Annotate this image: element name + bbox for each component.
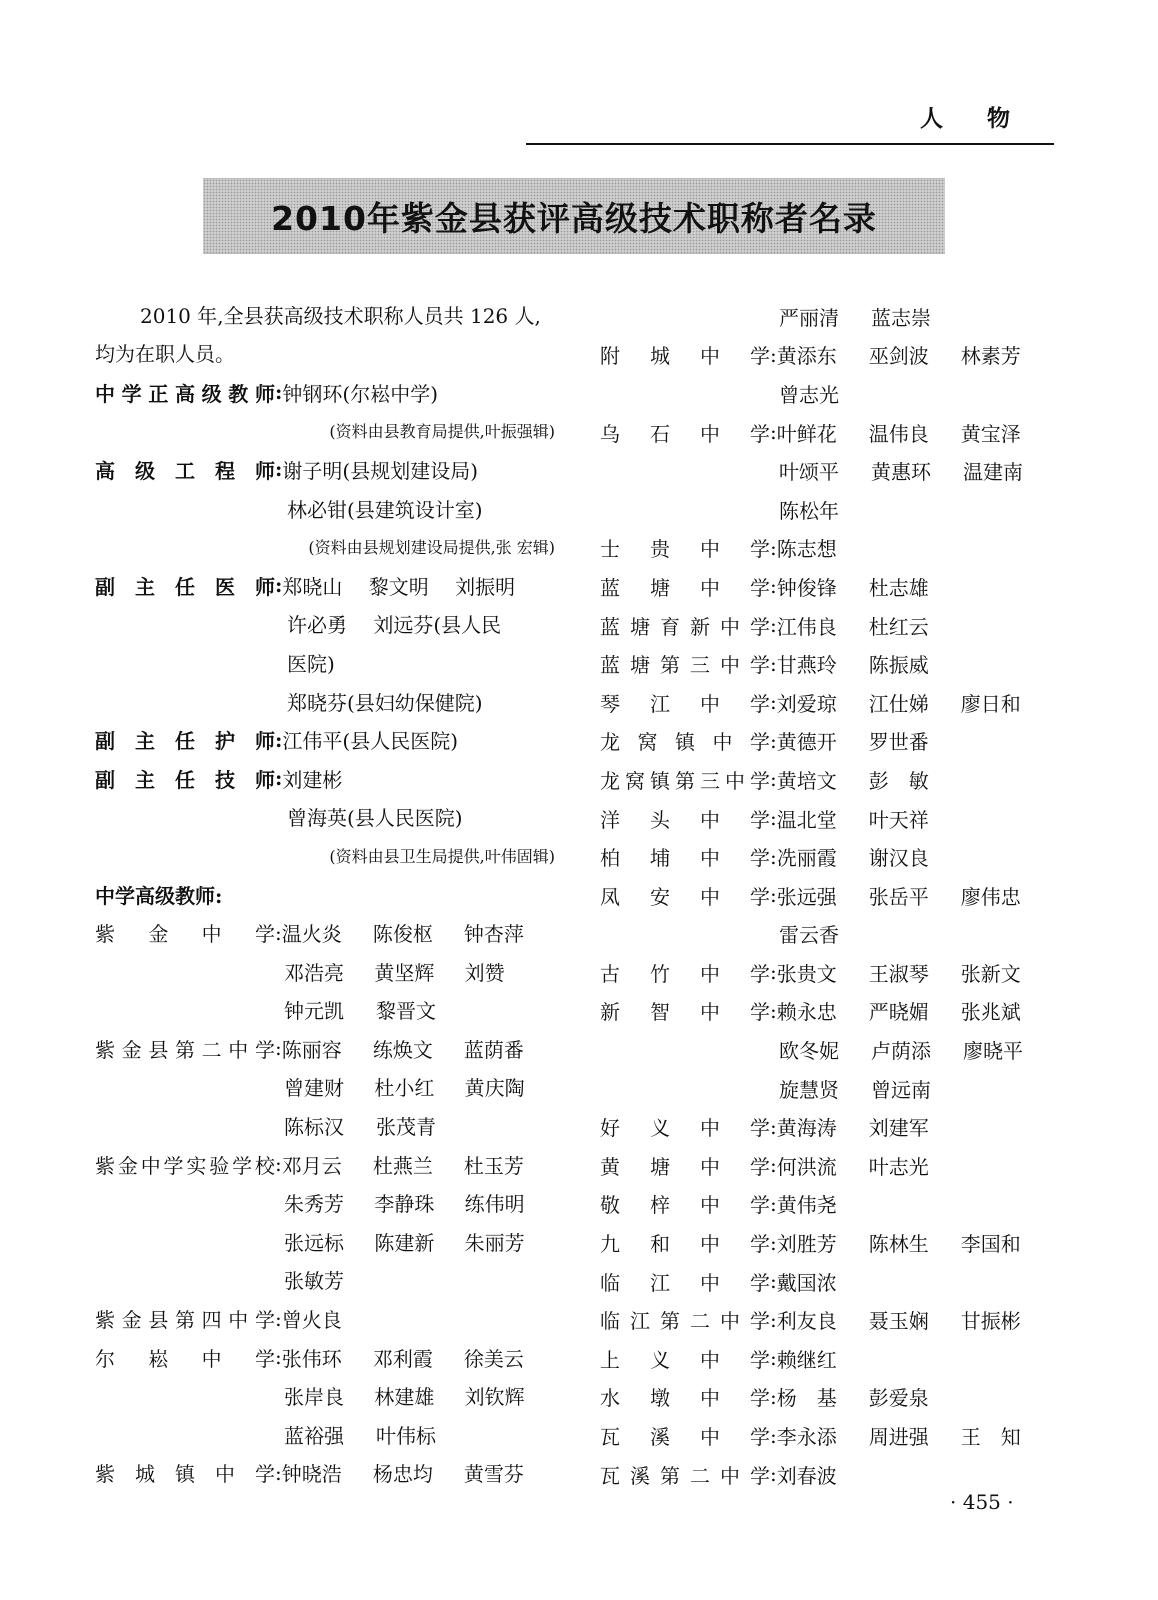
person-name: 雷云香 <box>779 923 839 948</box>
entry-value: 医院) <box>287 651 335 676</box>
person-name: 杨 基 <box>776 1386 837 1411</box>
source-note <box>95 412 555 451</box>
category-row: 高 级 工 程 师 : 谢子明(县规划建设局) <box>95 450 555 489</box>
person-name: 温建南 <box>963 460 1023 485</box>
entry-value: 郑晓山 黎文明 刘振明 <box>282 574 516 599</box>
entry-continuation <box>95 798 555 837</box>
school-label: 上 义 中 学 <box>600 1347 770 1372</box>
left-column <box>95 297 555 1492</box>
label-char: 高 <box>174 381 195 406</box>
school-row: 紫 金 中 学 实 验 学 校 : 邓月云 杜燕兰 杜玉芳 <box>95 1145 555 1184</box>
person-name: 杜小红 <box>374 1076 435 1101</box>
source-note-text: (资料由县规划建设局提供,张 宏辑) <box>308 538 555 558</box>
person-name: 林素芳 <box>960 344 1021 369</box>
person-name: 钟元凯 <box>284 999 344 1024</box>
label-char: 副 <box>95 574 115 599</box>
entry-value: 许必勇 刘远芬(县人民 <box>287 613 502 638</box>
school-label: 紫 金 中 学 实 验 学 校 <box>95 1153 275 1178</box>
school-row: 九 和 中 学 : 刘胜芳 陈林生 李国和 <box>600 1223 1070 1262</box>
label-char: 主 <box>135 729 155 754</box>
category-row: 副 主 任 医 师 : 郑晓山 黎文明 刘振明 <box>95 566 555 605</box>
school-label: 蓝 塘 育 新 中 学 <box>600 614 770 639</box>
school-label: 紫 城 镇 中 学 <box>95 1462 275 1487</box>
entry-value: 谢子明(县规划建设局) <box>282 458 478 483</box>
category-label <box>95 571 275 600</box>
entry-continuation <box>600 374 1070 413</box>
school-label: 附 城 中 学 <box>600 344 770 369</box>
entry-continuation <box>95 643 555 682</box>
person-name: 蓝志崇 <box>871 305 931 330</box>
entry-value: 林必钳(县建筑设计室) <box>287 497 483 522</box>
source-note-text: (资料由县教育局提供,叶振强辑) <box>329 422 555 442</box>
school-row: 紫 金 中 学 : 温火炎 陈俊枢 钟杏萍 <box>95 913 555 952</box>
person-name: 叶志光 <box>868 1154 929 1179</box>
category-label: 中学高级教师: <box>95 883 223 908</box>
person-name: 杜玉芳 <box>463 1153 524 1178</box>
person-name: 江仕娣 <box>868 691 929 716</box>
person-name: 刘春波 <box>776 1463 837 1488</box>
person-name: 彭爱泉 <box>868 1386 929 1411</box>
school-row: 紫 金 县 第 四 中 学 : 曾火良 <box>95 1299 555 1338</box>
school-label: 古 竹 中 学 <box>600 961 770 986</box>
source-note <box>95 527 555 566</box>
label-char: 师 <box>255 729 275 754</box>
entry-continuation <box>600 915 1070 954</box>
person-name: 甘燕玲 <box>776 653 837 678</box>
person-name: 刘胜芳 <box>776 1232 837 1257</box>
entry-continuation <box>600 451 1070 490</box>
label-char: 任 <box>175 767 195 792</box>
person-name: 钟晓浩 <box>281 1462 342 1487</box>
person-name: 陈志想 <box>776 537 837 562</box>
person-name: 蓝荫番 <box>463 1037 524 1062</box>
entry-continuation <box>95 1068 555 1107</box>
person-name: 旋慧贤 <box>779 1077 839 1102</box>
entry-continuation <box>95 1376 555 1415</box>
label-char: 副 <box>95 767 115 792</box>
title-banner <box>203 178 945 254</box>
school-row: 蓝 塘 第 三 中 学 : 甘燕玲 陈振威 <box>600 644 1070 683</box>
school-row: 新 智 中 学 : 赖永忠 严晓媚 张兆斌 <box>600 992 1070 1031</box>
school-label: 紫 金 县 第 四 中 学 <box>95 1308 275 1333</box>
label-char: 主 <box>135 574 155 599</box>
label-char: 技 <box>215 767 235 792</box>
label-char: 护 <box>215 729 235 754</box>
person-name: 练伟明 <box>464 1192 525 1217</box>
school-row: 蓝 塘 育 新 中 学 : 江伟良 杜红云 <box>600 606 1070 645</box>
person-name: 徐美云 <box>463 1346 524 1371</box>
entry-continuation <box>95 991 555 1030</box>
person-name: 黄伟尧 <box>776 1193 837 1218</box>
label-char: 正 <box>148 381 169 406</box>
label-char: 副 <box>95 729 115 754</box>
label-char: 高 <box>95 458 115 483</box>
school-label: 紫 金 县 第 二 中 学 <box>95 1037 275 1062</box>
person-name: 杨忠均 <box>372 1462 433 1487</box>
person-name: 廖日和 <box>960 691 1021 716</box>
school-label: 柏 埔 中 学 <box>600 846 770 871</box>
label-char: 程 <box>215 458 235 483</box>
person-name: 张贵文 <box>776 961 837 986</box>
school-label: 临 江 中 学 <box>600 1270 770 1295</box>
person-name: 刘钦辉 <box>464 1385 525 1410</box>
person-name: 王淑琴 <box>868 961 929 986</box>
school-row: 附 城 中 学 : 黄添东 巫剑波 林素芳 <box>600 336 1070 375</box>
person-name: 杜志雄 <box>868 575 929 600</box>
entry-continuation <box>95 1106 555 1145</box>
person-name: 叶伟标 <box>376 1423 436 1448</box>
school-row: 好 义 中 学 : 黄海涛 刘建军 <box>600 1107 1070 1146</box>
person-name: 叶鲜花 <box>776 421 837 446</box>
person-name: 张兆斌 <box>960 1000 1021 1025</box>
intro-paragraph: 2010 年,全县获高级技术职称人员共 126 人,均为在职人员。 <box>95 304 541 366</box>
school-label: 蓝 塘 中 学 <box>600 575 770 600</box>
person-name: 赖继红 <box>776 1347 837 1372</box>
label-char: 任 <box>175 729 195 754</box>
label-char: 师 <box>255 458 275 483</box>
school-row: 龙 窝 镇 中 学 : 黄德开 罗世番 <box>600 722 1070 761</box>
person-name: 陈建新 <box>374 1230 435 1255</box>
person-name: 曾火良 <box>281 1308 342 1333</box>
school-row: 敬 梓 中 学 : 黄伟尧 <box>600 1185 1070 1224</box>
person-name: 冼丽霞 <box>776 846 837 871</box>
school-row: 水 墩 中 学 : 杨 基 彭爱泉 <box>600 1378 1070 1417</box>
left-school-list <box>95 913 555 1492</box>
person-name: 巫剑波 <box>868 344 929 369</box>
label-char: 教 <box>228 381 249 406</box>
person-name: 蓝裕强 <box>284 1423 344 1448</box>
person-name: 谢汉良 <box>868 846 929 871</box>
person-name: 刘爱琼 <box>776 691 837 716</box>
person-name: 朱秀芳 <box>284 1192 344 1217</box>
category-row <box>95 875 555 914</box>
section-header <box>920 100 1010 133</box>
person-name: 曾志光 <box>779 382 839 407</box>
person-name: 陈振威 <box>868 653 929 678</box>
person-name: 张远标 <box>284 1230 344 1255</box>
person-name: 陈林生 <box>868 1232 929 1257</box>
label-char: 主 <box>135 767 155 792</box>
label-char: 中 <box>95 381 115 406</box>
entry-continuation <box>95 1261 555 1300</box>
section-header-char-1: 人 <box>920 105 943 132</box>
person-name: 张伟环 <box>281 1346 342 1371</box>
category-label <box>95 378 275 407</box>
school-label: 瓦 溪 第 二 中 学 <box>600 1463 770 1488</box>
person-name: 黄惠环 <box>871 460 931 485</box>
label-char: 师 <box>254 381 275 406</box>
person-name: 黄海涛 <box>776 1116 837 1141</box>
person-name: 刘赞 <box>464 960 505 985</box>
entry-value: 郑晓芬(县妇幼保健院) <box>287 690 483 715</box>
label-char: 任 <box>175 574 195 599</box>
person-name: 李静珠 <box>374 1192 435 1217</box>
right-column <box>600 297 1070 1493</box>
person-name: 陈标汉 <box>284 1115 344 1140</box>
person-name: 温北堂 <box>776 807 837 832</box>
label-char: 师 <box>255 767 275 792</box>
person-name: 张新文 <box>960 961 1021 986</box>
label-char: 级 <box>201 381 222 406</box>
person-name: 黄德开 <box>776 730 837 755</box>
person-name: 叶颂平 <box>779 460 839 485</box>
entry-continuation <box>600 490 1070 529</box>
school-row: 蓝 塘 中 学 : 钟俊锋 杜志雄 <box>600 567 1070 606</box>
entry-continuation <box>95 952 555 991</box>
person-name: 欧冬妮 <box>779 1039 839 1064</box>
entry-continuation <box>95 1415 555 1454</box>
person-name: 黄添东 <box>776 344 837 369</box>
label-char: 工 <box>175 458 195 483</box>
school-row: 士 贵 中 学 : 陈志想 <box>600 529 1070 568</box>
person-name: 杜燕兰 <box>372 1153 433 1178</box>
school-row: 瓦 溪 中 学 : 李永添 周进强 王 知 <box>600 1416 1070 1455</box>
school-label: 黄 塘 中 学 <box>600 1154 770 1179</box>
person-name: 黄培文 <box>776 768 837 793</box>
person-name: 邓月云 <box>281 1153 342 1178</box>
person-name: 利友良 <box>776 1309 837 1334</box>
school-label: 好 义 中 学 <box>600 1116 770 1141</box>
category-label <box>95 764 275 793</box>
school-label: 洋 头 中 学 <box>600 807 770 832</box>
person-name: 廖伟忠 <box>960 884 1021 909</box>
school-row: 临 江 中 学 : 戴国浓 <box>600 1262 1070 1301</box>
category-row: 副 主 任 护 师 : 江伟平(县人民医院) <box>95 720 555 759</box>
person-name: 张岸良 <box>284 1385 344 1410</box>
person-name: 张岳平 <box>868 884 929 909</box>
category-label <box>95 725 275 754</box>
person-name: 曾建财 <box>284 1076 344 1101</box>
label-char: 师 <box>255 574 275 599</box>
person-name: 练焕文 <box>372 1037 433 1062</box>
school-row: 紫 金 县 第 二 中 学 : 陈丽容 练焕文 蓝荫番 <box>95 1029 555 1068</box>
person-name: 王 知 <box>960 1425 1021 1450</box>
school-row: 凤 安 中 学 : 张远强 张岳平 廖伟忠 <box>600 876 1070 915</box>
person-name: 杜红云 <box>868 614 929 639</box>
school-row: 洋 头 中 学 : 温北堂 叶天祥 <box>600 799 1070 838</box>
school-row: 黄 塘 中 学 : 何洪流 叶志光 <box>600 1146 1070 1185</box>
school-label: 凤 安 中 学 <box>600 884 770 909</box>
person-name: 戴国浓 <box>776 1270 837 1295</box>
entry-continuation <box>600 1069 1070 1108</box>
entry-continuation <box>95 489 555 528</box>
entry-continuation <box>600 1030 1070 1069</box>
school-label: 琴 江 中 学 <box>600 691 770 716</box>
person-name: 陈俊枢 <box>372 922 433 947</box>
page-title: 2010年紫金县获评高级技术职称者名录 <box>271 198 877 238</box>
person-name: 曾远南 <box>871 1077 931 1102</box>
person-name: 李国和 <box>960 1232 1021 1257</box>
school-row: 紫 城 镇 中 学 : 钟晓浩 杨忠均 黄雪芬 <box>95 1454 555 1493</box>
entry-value: 钟钢环(尔崧中学) <box>282 381 438 406</box>
label-char: 级 <box>135 458 155 483</box>
entry-continuation <box>95 605 555 644</box>
person-name: 林建雄 <box>374 1385 435 1410</box>
school-label: 新 智 中 学 <box>600 1000 770 1025</box>
school-label: 龙 窝 镇 中 学 <box>600 730 770 755</box>
school-row: 龙 窝 镇 第 三 中 学 : 黄培文 彭 敏 <box>600 760 1070 799</box>
entry-value: 曾海英(县人民医院) <box>287 806 463 831</box>
school-label: 敬 梓 中 学 <box>600 1193 770 1218</box>
person-name: 陈松年 <box>779 498 839 523</box>
source-note-text: (资料由县卫生局提供,叶伟固辑) <box>329 846 555 866</box>
person-name: 邓利霞 <box>372 1346 433 1371</box>
person-name: 黄坚辉 <box>374 960 435 985</box>
school-row: 琴 江 中 学 : 刘爱琼 江仕娣 廖日和 <box>600 683 1070 722</box>
person-name: 温火炎 <box>281 922 342 947</box>
right-school-list <box>600 336 1070 1494</box>
person-name: 严丽清 <box>779 305 839 330</box>
category-label <box>95 455 275 484</box>
label-char: 医 <box>215 574 235 599</box>
school-label: 紫 金 中 学 <box>95 922 275 947</box>
school-label: 乌 石 中 学 <box>600 421 770 446</box>
person-name: 严晓媚 <box>868 1000 929 1025</box>
entry-value: 刘建彬 <box>282 767 343 792</box>
school-row: 临 江 第 二 中 学 : 利友良 聂玉娴 甘振彬 <box>600 1300 1070 1339</box>
school-row: 乌 石 中 学 : 叶鲜花 温伟良 黄宝泽 <box>600 413 1070 452</box>
person-name: 何洪流 <box>776 1154 837 1179</box>
page-number: · 455 · <box>950 1490 1014 1514</box>
person-name: 温伟良 <box>868 421 929 446</box>
entry-continuation <box>95 1222 555 1261</box>
school-label: 尔 崧 中 学 <box>95 1346 275 1371</box>
person-name: 廖晓平 <box>963 1039 1023 1064</box>
person-name: 朱丽芳 <box>464 1230 525 1255</box>
person-name: 江伟良 <box>776 614 837 639</box>
section-header-char-2: 物 <box>987 105 1010 132</box>
school-label: 蓝 塘 第 三 中 学 <box>600 653 770 678</box>
school-row: 瓦 溪 第 二 中 学 : 刘春波 <box>600 1455 1070 1494</box>
school-row: 柏 埔 中 学 : 冼丽霞 谢汉良 <box>600 837 1070 876</box>
person-name: 钟俊锋 <box>776 575 837 600</box>
person-name: 赖永忠 <box>776 1000 837 1025</box>
person-name: 黄庆陶 <box>464 1076 525 1101</box>
school-row: 上 义 中 学 : 赖继红 <box>600 1339 1070 1378</box>
school-row: 古 竹 中 学 : 张贵文 王淑琴 张新文 <box>600 953 1070 992</box>
person-name: 刘建军 <box>868 1116 929 1141</box>
source-note <box>95 836 555 875</box>
person-name: 卢荫添 <box>871 1039 931 1064</box>
person-name: 黄雪芬 <box>463 1462 524 1487</box>
category-row: 中 学 正 高 级 教 师 : 钟钢环(尔崧中学) <box>95 373 555 412</box>
school-label: 士 贵 中 学 <box>600 537 770 562</box>
school-label: 九 和 中 学 <box>600 1232 770 1257</box>
person-name: 黄宝泽 <box>960 421 1021 446</box>
person-name: 张敏芳 <box>284 1269 344 1294</box>
person-name: 黎晋文 <box>376 999 436 1024</box>
person-name: 李永添 <box>776 1425 837 1450</box>
school-label: 瓦 溪 中 学 <box>600 1425 770 1450</box>
entry-continuation <box>600 297 1070 336</box>
entry-continuation <box>95 682 555 721</box>
person-name: 钟杏萍 <box>463 922 524 947</box>
person-name: 甘振彬 <box>960 1309 1021 1334</box>
entry-continuation <box>95 1183 555 1222</box>
person-name: 彭 敏 <box>868 768 929 793</box>
header-rule <box>526 143 1054 145</box>
label-char: 学 <box>121 381 142 406</box>
school-row: 尔 崧 中 学 : 张伟环 邓利霞 徐美云 <box>95 1338 555 1377</box>
category-row: 副 主 任 技 师 : 刘建彬 <box>95 759 555 798</box>
person-name: 罗世番 <box>868 730 929 755</box>
entry-value: 江伟平(县人民医院) <box>282 729 458 754</box>
person-name: 张茂青 <box>376 1115 436 1140</box>
person-name: 陈丽容 <box>281 1037 342 1062</box>
person-name: 聂玉娴 <box>868 1309 929 1334</box>
school-label: 水 墩 中 学 <box>600 1386 770 1411</box>
person-name: 周进强 <box>868 1425 929 1450</box>
person-name: 张远强 <box>776 884 837 909</box>
person-name: 叶天祥 <box>868 807 929 832</box>
school-label: 临 江 第 二 中 学 <box>600 1309 770 1334</box>
school-label: 龙 窝 镇 第 三 中 学 <box>600 768 770 793</box>
person-name: 邓浩亮 <box>284 960 344 985</box>
